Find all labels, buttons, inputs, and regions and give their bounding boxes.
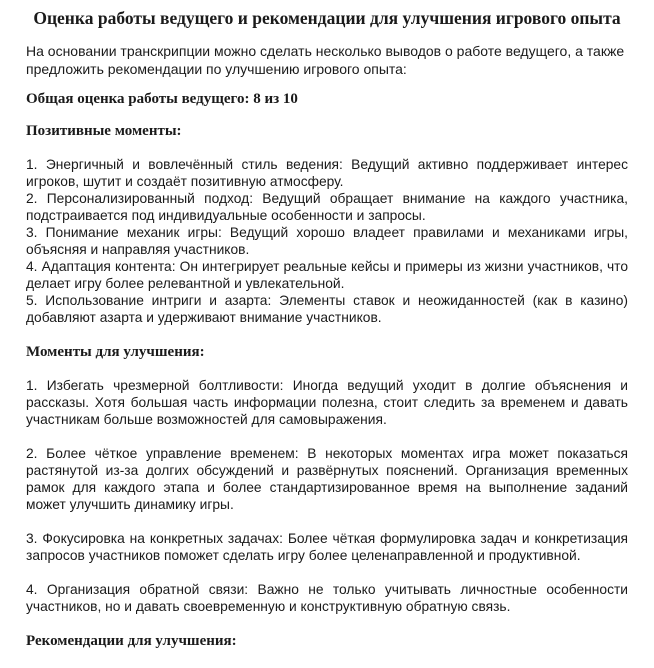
list-item: 3. Фокусировка на конкретных задачах: Более чёткая формулировка задач и конкретизация запросов участников поможет сделать игру более целенаправленной и продуктивной. bbox=[26, 531, 628, 563]
list-item: 5. Использование интриги и азарта: Элементы ставок и неожиданностей (как в казино) добавляют азарта и удерживают внимание участников. bbox=[26, 293, 628, 325]
list-item: 4. Организация обратной связи: Важно не только учитывать личностные особенности участников, но и давать своевременную и конструктивную обратную связь. bbox=[26, 582, 628, 614]
list-item: 3. Понимание механик игры: Ведущий хорошо владеет правилами и механиками игры, объясняя и направляя участников. bbox=[26, 225, 628, 257]
list-item: 2. Персонализированный подход: Ведущий обращает внимание на каждого участника, подстраивается под индивидуальные особенности и запросы. bbox=[26, 191, 628, 223]
positives-list bbox=[26, 156, 628, 326]
overall-score: Общая оценка работы ведущего: 8 из 10 bbox=[26, 91, 298, 107]
document-page bbox=[26, 6, 628, 651]
list-item: 1. Избегать чрезмерной болтливости: Иногда ведущий уходит в долгие объяснения и рассказы. Хотя большая часть информации полезна, стоит следить за временем и давать участникам больше возможностей для самовыражения. bbox=[26, 378, 628, 427]
improvements-heading: Моменты для улучшения: bbox=[26, 344, 205, 360]
intro-paragraph: На основании транскрипции можно сделать несколько выводов о работе ведущего, а также предложить рекомендации по улучшению игрового опыта: bbox=[26, 43, 625, 77]
recommendations-heading: Рекомендации для улучшения: bbox=[26, 633, 237, 649]
list-item: 4. Адаптация контента: Он интегрирует реальные кейсы и примеры из жизни участников, что делает игру более релевантной и увлекательной. bbox=[26, 259, 628, 291]
improvements-list bbox=[26, 377, 628, 615]
list-item: 1. Энергичный и вовлечённый стиль ведения: Ведущий активно поддерживает интерес игроков, шутит и создаёт позитивную атмосферу. bbox=[26, 157, 628, 189]
positives-heading: Позитивные моменты: bbox=[26, 123, 182, 139]
document-title: Оценка работы ведущего и рекомендации для улучшения игрового опыта bbox=[33, 8, 621, 28]
list-item: 2. Более чёткое управление временем: В некоторых моментах игра может показаться растянутой из-за долгих обсуждений и развёрнутых пояснений. Организация временных рамок для каждого этапа и более стандартизированное время на выполнение заданий может улучшить динамику игры. bbox=[26, 446, 628, 512]
